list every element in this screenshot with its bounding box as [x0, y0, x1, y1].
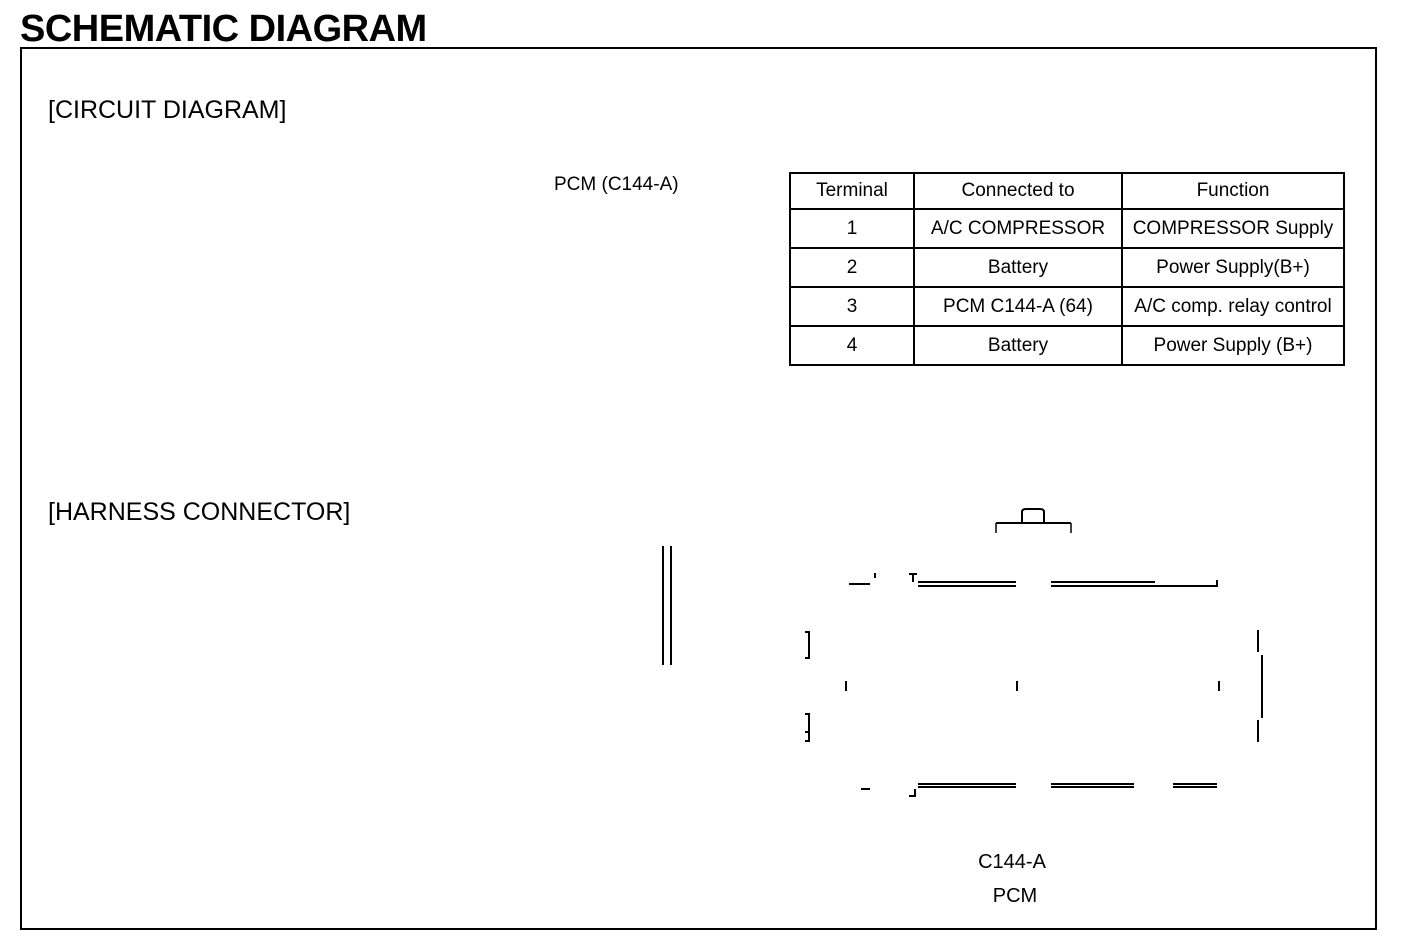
- connector-lock-tab: [996, 509, 1071, 533]
- function-cell: Power Supply (B+): [1122, 326, 1344, 365]
- function-cell: COMPRESSOR Supply: [1122, 209, 1344, 248]
- connected-to-cell: PCM C144-A (64): [914, 287, 1122, 326]
- connector-name-label: PCM: [992, 885, 1038, 907]
- page-title: SCHEMATIC DIAGRAM: [20, 8, 427, 50]
- connector-cavity-dividers: [846, 681, 1219, 691]
- connector-top-edge: [849, 573, 1217, 587]
- header-function: Function: [1122, 173, 1344, 209]
- connected-to-cell: Battery: [914, 326, 1122, 365]
- connector-left-edge: [805, 632, 809, 741]
- connector-right-edge: [1258, 630, 1262, 742]
- connected-to-cell: A/C COMPRESSOR: [914, 209, 1122, 248]
- harness-connector-heading: [HARNESS CONNECTOR]: [48, 498, 351, 526]
- terminal-cell: 3: [790, 287, 914, 326]
- terminal-cell: 2: [790, 248, 914, 287]
- circuit-diagram-heading: [CIRCUIT DIAGRAM]: [48, 96, 287, 124]
- pcm-connector-label: PCM (C144-A): [554, 174, 679, 195]
- terminal-cell: 1: [790, 209, 914, 248]
- terminal-cell: 4: [790, 326, 914, 365]
- function-cell: A/C comp. relay control: [1122, 287, 1344, 326]
- function-cell: Power Supply(B+): [1122, 248, 1344, 287]
- connector-id-label: C144-A: [978, 851, 1046, 873]
- header-connected-to: Connected to: [914, 173, 1122, 209]
- connector-bottom-edge: [861, 784, 1217, 796]
- connected-to-cell: Battery: [914, 248, 1122, 287]
- header-terminal: Terminal: [790, 173, 914, 209]
